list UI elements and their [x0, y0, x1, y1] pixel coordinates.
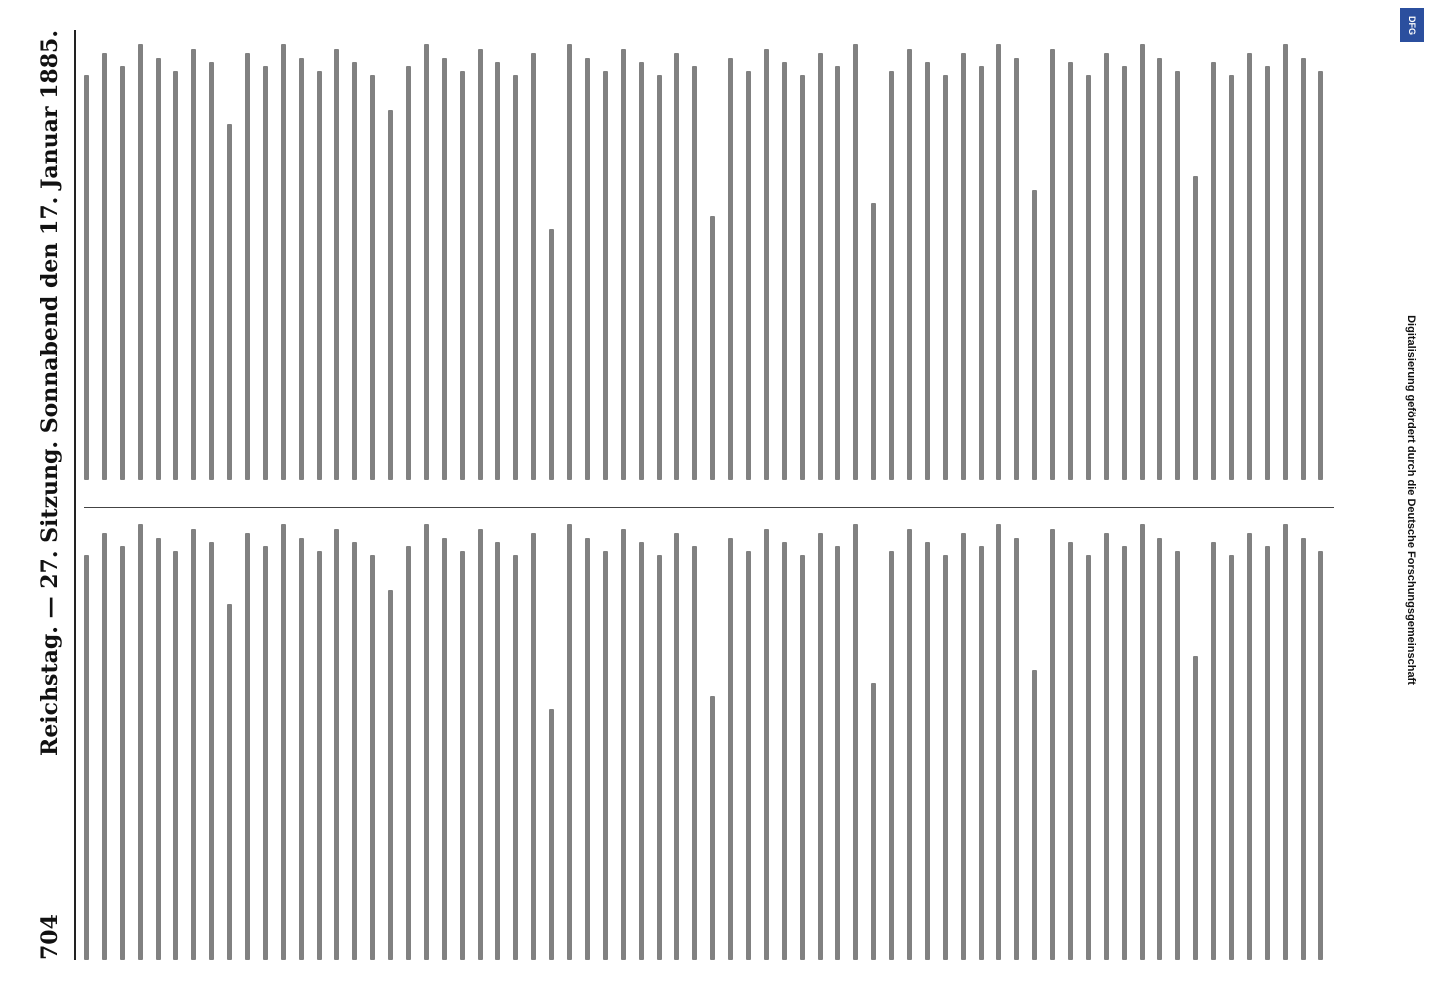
page-title: Reichstag. — 27. Sitzung. Sonnabend den 17. Januar 1885. [37, 30, 63, 756]
text-line [263, 546, 268, 960]
text-line [102, 53, 107, 480]
text-line [567, 44, 572, 480]
text-line [764, 49, 769, 480]
column-divider [84, 507, 1334, 508]
text-line [406, 546, 411, 960]
text-line [800, 555, 805, 960]
text-line [1229, 555, 1234, 960]
text-line [782, 62, 787, 480]
text-line [996, 524, 1001, 960]
text-line [513, 75, 518, 480]
text-line [227, 124, 232, 480]
text-line [1193, 176, 1198, 480]
text-line [1283, 524, 1288, 960]
text-line [1283, 44, 1288, 480]
text-line [1050, 529, 1055, 960]
text-line [585, 538, 590, 960]
text-line [299, 58, 304, 480]
right-column [84, 40, 1334, 480]
text-line [352, 542, 357, 960]
text-line [317, 71, 322, 480]
text-line [1068, 542, 1073, 960]
text-line [424, 44, 429, 480]
text-line [692, 66, 697, 480]
text-line [1211, 542, 1216, 960]
text-line [1122, 546, 1127, 960]
text-line [961, 533, 966, 960]
text-line [102, 533, 107, 960]
header-rule [74, 30, 76, 960]
text-line [317, 551, 322, 960]
text-line [639, 542, 644, 960]
text-line [925, 62, 930, 480]
credit-text: Digitalisierung gefördert durch die Deutsche Forschungsgemeinschaft [1405, 315, 1417, 685]
text-line [1032, 670, 1037, 960]
text-line [782, 542, 787, 960]
text-line [406, 66, 411, 480]
text-line [764, 529, 769, 960]
text-line [585, 58, 590, 480]
text-line [460, 551, 465, 960]
text-line [639, 62, 644, 480]
text-line [209, 62, 214, 480]
text-line [1140, 44, 1145, 480]
text-line [442, 538, 447, 960]
left-column [84, 520, 1334, 960]
text-line [1265, 66, 1270, 480]
text-line [156, 58, 161, 480]
page-number: 704 [37, 914, 63, 960]
text-line [1050, 49, 1055, 480]
text-line [925, 542, 930, 960]
text-line [603, 71, 608, 480]
text-line [1157, 538, 1162, 960]
text-line [424, 524, 429, 960]
text-line [1014, 58, 1019, 480]
text-line [835, 66, 840, 480]
text-line [1014, 538, 1019, 960]
text-line [1140, 524, 1145, 960]
text-line [495, 542, 500, 960]
text-line [531, 533, 536, 960]
text-line [120, 66, 125, 480]
text-line [1068, 62, 1073, 480]
text-line [478, 529, 483, 960]
text-line [1086, 75, 1091, 480]
text-line [889, 551, 894, 960]
text-line [1211, 62, 1216, 480]
text-line [979, 546, 984, 960]
text-line [621, 529, 626, 960]
text-line [710, 216, 715, 480]
text-line [442, 58, 447, 480]
text-line [961, 53, 966, 480]
text-line [173, 71, 178, 480]
text-line [173, 551, 178, 960]
text-line [835, 546, 840, 960]
text-line [281, 524, 286, 960]
text-line [245, 533, 250, 960]
text-line [478, 49, 483, 480]
text-line [800, 75, 805, 480]
text-line [531, 53, 536, 480]
text-line [513, 555, 518, 960]
text-line [674, 53, 679, 480]
text-line [209, 542, 214, 960]
text-line [227, 604, 232, 960]
text-line [1175, 551, 1180, 960]
text-line [746, 551, 751, 960]
text-line [657, 75, 662, 480]
text-line [1175, 71, 1180, 480]
text-line [979, 66, 984, 480]
text-line [943, 75, 948, 480]
dfg-logo: DFG [1400, 8, 1424, 42]
text-line [299, 538, 304, 960]
text-line [334, 529, 339, 960]
text-line [1265, 546, 1270, 960]
text-line [567, 524, 572, 960]
text-line [549, 709, 554, 960]
text-line [1318, 71, 1323, 480]
text-line [1104, 53, 1109, 480]
text-line [692, 546, 697, 960]
text-line [138, 524, 143, 960]
text-line [1229, 75, 1234, 480]
text-line [460, 71, 465, 480]
text-line [818, 533, 823, 960]
text-line [156, 538, 161, 960]
text-line [334, 49, 339, 480]
text-line [621, 49, 626, 480]
text-line [907, 529, 912, 960]
text-line [603, 551, 608, 960]
text-line [191, 529, 196, 960]
text-line [907, 49, 912, 480]
text-line [1032, 190, 1037, 480]
running-header [30, 30, 70, 960]
text-line [495, 62, 500, 480]
text-line [818, 53, 823, 480]
text-line [1122, 66, 1127, 480]
text-line [728, 538, 733, 960]
text-line [263, 66, 268, 480]
text-line [370, 555, 375, 960]
text-line [370, 75, 375, 480]
text-line [889, 71, 894, 480]
text-line [388, 590, 393, 960]
text-line [388, 110, 393, 480]
text-line [549, 229, 554, 480]
text-line [84, 555, 89, 960]
text-line [996, 44, 1001, 480]
text-line [352, 62, 357, 480]
text-line [281, 44, 286, 480]
text-line [674, 533, 679, 960]
text-line [1301, 538, 1306, 960]
text-line [1301, 58, 1306, 480]
text-line [120, 546, 125, 960]
text-line [728, 58, 733, 480]
text-line [1318, 551, 1323, 960]
text-line [1157, 58, 1162, 480]
text-line [657, 555, 662, 960]
text-line [138, 44, 143, 480]
text-line [84, 75, 89, 480]
text-line [1193, 656, 1198, 960]
text-line [871, 683, 876, 960]
text-line [1086, 555, 1091, 960]
text-line [853, 44, 858, 480]
text-line [1247, 53, 1252, 480]
text-line [943, 555, 948, 960]
text-line [191, 49, 196, 480]
digitization-credit [1396, 0, 1426, 1000]
text-line [1104, 533, 1109, 960]
text-line [746, 71, 751, 480]
text-line [245, 53, 250, 480]
text-line [853, 524, 858, 960]
text-line [710, 696, 715, 960]
text-line [871, 203, 876, 480]
text-line [1247, 533, 1252, 960]
